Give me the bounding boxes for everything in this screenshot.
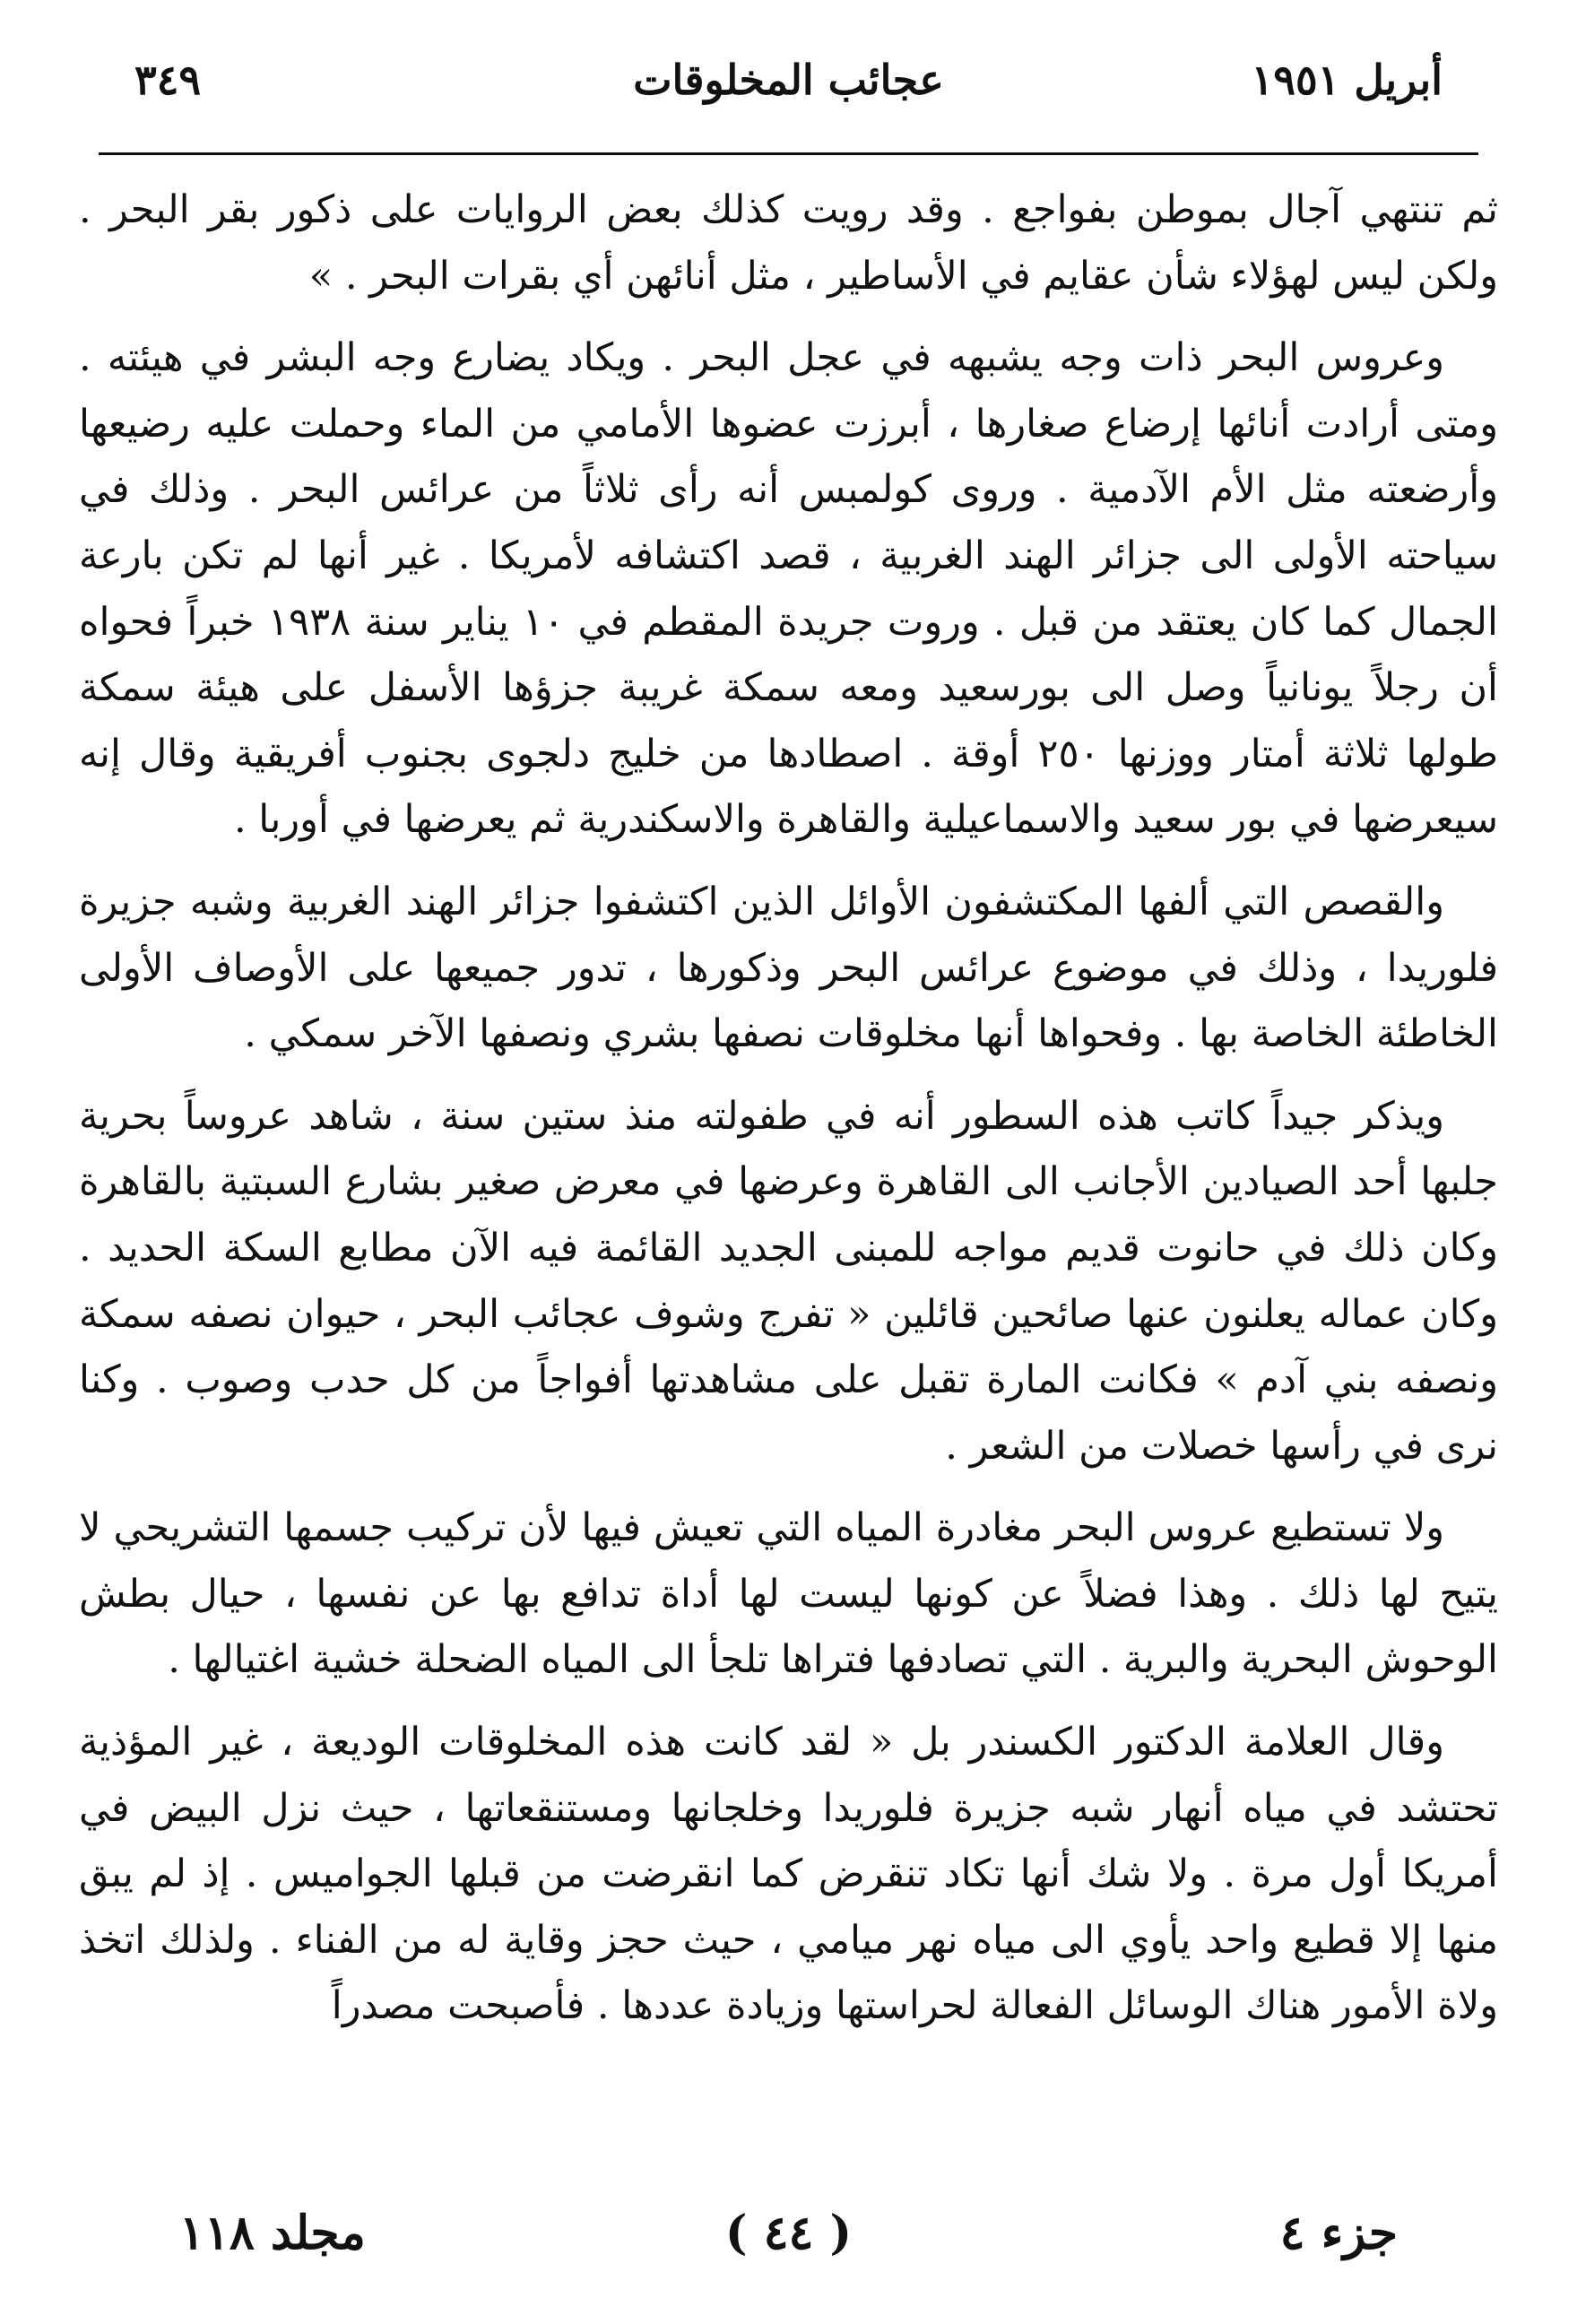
- article-title: عجائب المخلوقات: [633, 56, 944, 104]
- paragraph: وقال العلامة الدكتور الكسندر بل « لقد كانت هذه المخلوقات الوديعة ، غير المؤذية تحتشد في مياه أنهار شبه جزيرة فلوريدا وخلجانها ومستنقعاتها ، حيث نزل البيض في أمريكا أول مرة . ولا شك أنها تكاد تنقرض كما انقرضت من قبلها الجواميس . إذ لم يبق منها إلا قطيع واحد يأوي الى مياه نهر ميامي ، حيث حجز وقاية له من الفناء . ولذلك اتخذ ولاة الأمور هناك الوسائل الفعالة لحراستها وزيادة عددها . فأصبحت مصدراً: [79, 1720, 1498, 2029]
- running-header: [134, 56, 1443, 127]
- paragraph: ولا تستطيع عروس البحر مغادرة المياه التي تعيش فيها لأن تركيب جسمها التشريحي لا يتيح لها ذلك . وهذا فضلاً عن كونها ليست لها أداة تدافع بها عن نفسها ، حيال بطش الوحوش البحرية والبرية . التي تصادفها فتراها تلجأ الى المياه الضحلة خشية اغتيالها .: [79, 1505, 1498, 1683]
- page-footer: [179, 2206, 1398, 2277]
- paragraph: ويذكر جيداً كاتب هذه السطور أنه في طفولته منذ ستين سنة ، شاهد عروساً بحرية جلبها أحد الصيادين الأجانب الى القاهرة وعرضها في معرض صغير بشارع السبتية بالقاهرة وكان ذلك في حانوت قديم مواجه للمبنى الجديد القائمة فيه الآن مطابع السكة الحديد . وكان عماله يعلنون عنها صائحين قائلين « تفرج وشوف عجائب البحر ، حيوان نصفه سمكة ونصفه بني آدم » فكانت المارة تقبل على مشاهدتها أفواجاً من كل حدب وصوب . وكنا نرى في رأسها خصلات من الشعر .: [79, 1093, 1498, 1469]
- paragraph: والقصص التي ألفها المكتشفون الأوائل الذين اكتشفوا جزائر الهند الغربية وشبه جزيرة فلوريدا ، وذلك في موضوع عرائس البحر وذكورها ، تدور جميعها على الأوصاف الأولى الخاطئة الخاصة بها . وفحواها أنها مخلوقات نصفها بشري ونصفها الآخر سمكي .: [79, 879, 1498, 1057]
- part-number: جزء ٤: [1279, 2206, 1398, 2260]
- issue-page-number: ( ٤٤ ): [724, 2206, 853, 2260]
- volume-number: مجلد ١١٨: [179, 2206, 366, 2260]
- page-number: ٣٤٩: [134, 56, 202, 104]
- issue-date: أبريل ١٩٥١: [1251, 56, 1443, 104]
- header-divider: [99, 152, 1478, 155]
- article-body: [79, 178, 1498, 2056]
- paragraph: ثم تنتهي آجال بموطن بفواجع . وقد رويت كذلك بعض الروايات على ذكور بقر البحر . ولكن ليس لهؤلاء شأن عقايم في الأساطير ، مثل أنائهن أي بقرات البحر . »: [79, 187, 1498, 299]
- paragraph: وعروس البحر ذات وجه يشبهه في عجل البحر . ويكاد يضارع وجه البشر في هيئته . ومتى أرادت أنائها إرضاع صغارها ، أبرزت عضوها الأمامي من الماء وحملت عليه رضيعها وأرضعته مثل الأم الآدمية . وروى كولمبس أنه رأى ثلاثاً من عرائس البحر . وذلك في سياحته الأولى الى جزائر الهند الغربية ، قصد اكتشافه لأمريكا . غير أنها لم تكن بارعة الجمال كما كان يعتقد من قبل . وروت جريدة المقطم في ١٠ يناير سنة ١٩٣٨ خبراً فحواه أن رجلاً يونانياً وصل الى بورسعيد ومعه سمكة غريبة جزؤها الأسفل على هيئة سمكة طولها ثلاثة أمتار ووزنها ٢٥٠ أوقة . اصطادها من خليج دلجوى بجنوب أفريقية وقال إنه سيعرضها في بور سعيد والاسماعيلية والقاهرة والاسكندرية ثم يعرضها في أوربا .: [79, 335, 1498, 843]
